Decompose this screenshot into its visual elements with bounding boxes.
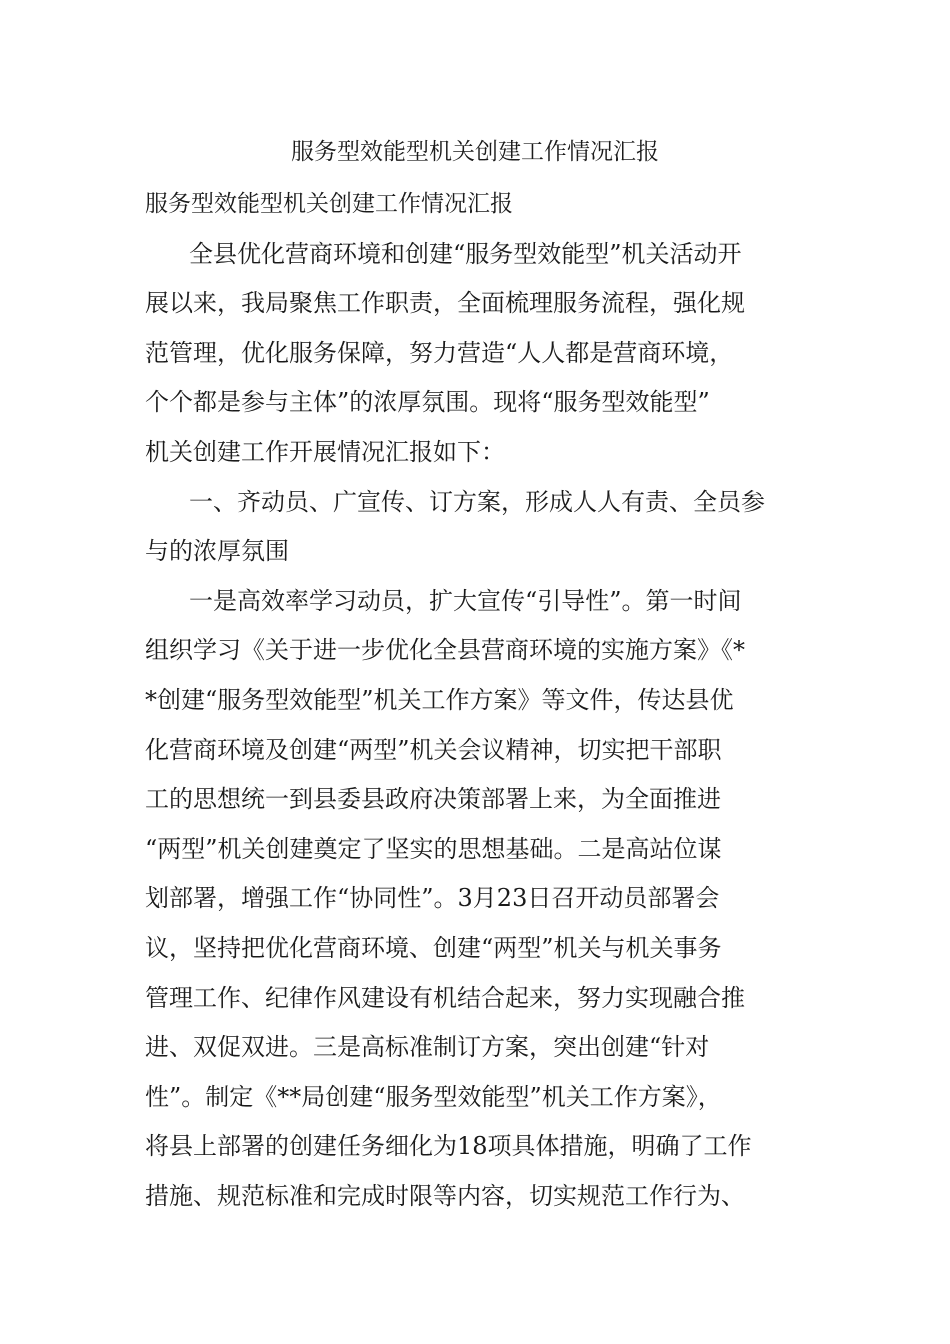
section-heading-line: 一、齐动员、广宣传、订方案，形成人人有责、全员参 (189, 487, 765, 516)
paragraph-line: 工的思想统一到县委县政府决策部署上来，为全面推进 (145, 785, 721, 814)
paragraph-line: 进、双促双进。三是高标准制订方案，突出创建“针对 (145, 1033, 710, 1062)
paragraph-line: 一是高效率学习动员，扩大宣传“引导性”。第一时间 (189, 586, 742, 615)
document-subtitle: 服务型效能型机关创建工作情况汇报 (145, 191, 513, 217)
paragraph-line: 个个都是参与主体”的浓厚氛围。现将“服务型效能型” (145, 388, 710, 417)
paragraph-line: 性”。制定《**局创建“服务型效能型”机关工作方案》， (145, 1082, 722, 1111)
paragraph-line: 议，坚持把优化营商环境、创建“两型”机关与机关事务 (145, 933, 722, 962)
document-title: 服务型效能型机关创建工作情况汇报 (291, 139, 659, 165)
paragraph-line: 范管理，优化服务保障，努力营造“人人都是营商环境， (145, 338, 734, 367)
paragraph-line: 划部署，增强工作“协同性”。3月23日召开动员部署会 (145, 884, 720, 913)
paragraph-line: 化营商环境及创建“两型”机关会议精神，切实把干部职 (145, 735, 722, 764)
paragraph-line: 措施、规范标准和完成时限等内容，切实规范工作行为、 (145, 1181, 745, 1210)
paragraph-line: 机关创建工作开展情况汇报如下： (145, 437, 505, 466)
paragraph-line: 将县上部署的创建任务细化为18项具体措施，明确了工作 (145, 1132, 752, 1161)
paragraph-line: 展以来，我局聚焦工作职责，全面梳理服务流程，强化规 (145, 289, 745, 318)
section-heading-line: 与的浓厚氛围 (145, 537, 289, 566)
paragraph-line: 组织学习《关于进一步优化全县营商环境的实施方案》《* (145, 636, 745, 665)
paragraph-line: “两型”机关创建奠定了坚实的思想基础。二是高站位谋 (145, 834, 722, 863)
paragraph-line: 管理工作、纪律作风建设有机结合起来，努力实现融合推 (145, 983, 745, 1012)
paragraph-line: *创建“服务型效能型”机关工作方案》等文件，传达县优 (145, 685, 734, 714)
document-body (145, 180, 825, 1221)
paragraph-line: 全县优化营商环境和创建“服务型效能型”机关活动开 (189, 239, 742, 268)
